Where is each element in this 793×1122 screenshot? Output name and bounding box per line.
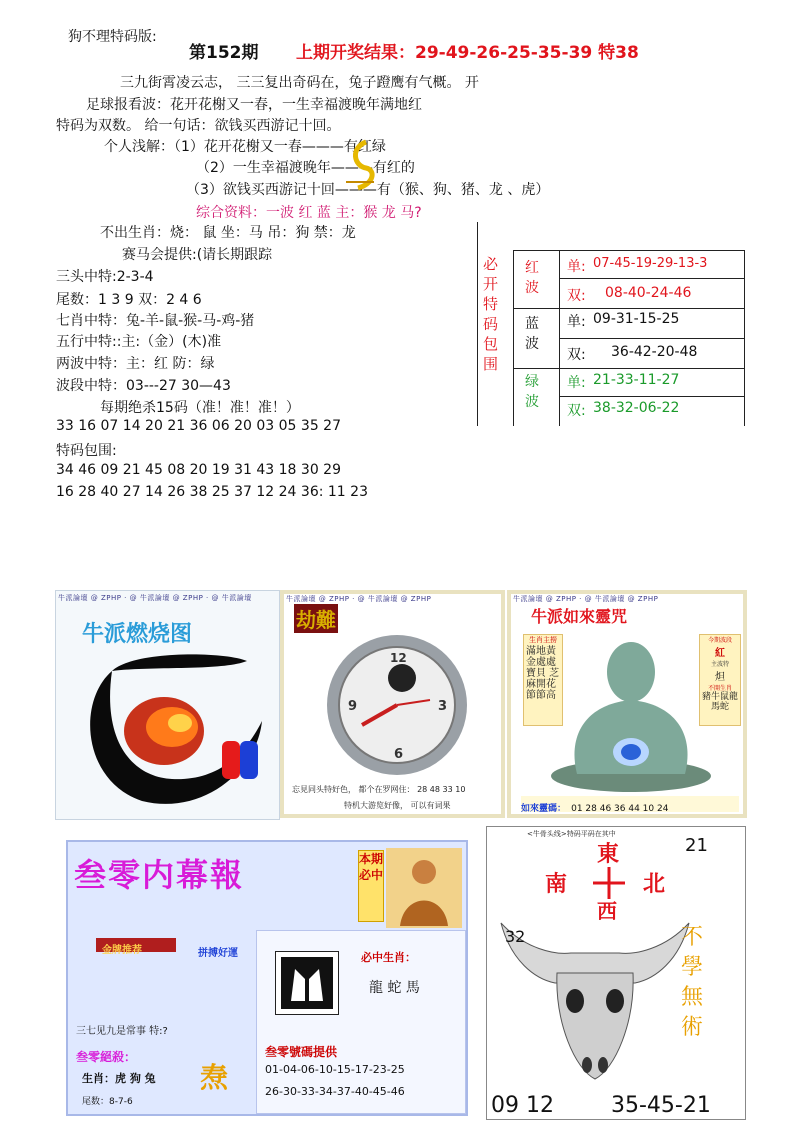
note-line-1: 个人浅解：（1）花开花榭又一春———有红绿: [104, 139, 386, 155]
buddha-right-box: [699, 634, 741, 726]
skull-north: 北: [643, 872, 666, 897]
report-jue-sha-animals: 生肖：虎 狗 兔: [82, 1072, 156, 1085]
blue-single-numbers: 09-31-15-25: [593, 311, 680, 327]
report-must-label: 必中生肖：: [361, 951, 416, 964]
red-single-label: 单:: [567, 259, 586, 275]
buddha-right-sub: 主波特: [710, 661, 729, 668]
report-jue-sha-label: 叁零絕殺：: [76, 1050, 137, 1064]
report-strip: [96, 938, 176, 956]
liang-bo-line: 两波中特：主：红 防：绿: [56, 356, 215, 372]
decorative-logo-icon: [336, 138, 384, 192]
clock-panel: [280, 590, 505, 818]
bao-wei-numbers-1: 34 46 09 21 45 08 20 19 31 43 18 30 29: [56, 462, 341, 478]
buddha-right-label2: 不開生肖: [707, 685, 732, 692]
report-supply-1: 01-04-06-10-15-17-23-25: [265, 1063, 405, 1076]
svg-text:6: 6: [394, 747, 404, 762]
report-monk-icon: [386, 848, 462, 928]
skull-number-top: 21: [685, 835, 708, 856]
poem-line-3: 特码为双数。 给一句话：欲钱买西游记十回。: [56, 118, 341, 134]
report-supply-2: 26-30-33-34-37-40-45-46: [265, 1085, 405, 1098]
buddha-right-label: 今期波段: [707, 637, 732, 644]
red-double-numbers: 08-40-24-46: [605, 285, 692, 301]
report-supply-label: 叁零號碼提供: [265, 1045, 338, 1059]
poem-line-1: 三九街霄凌云志， 三三复出奇码在，兔子蹬鹰有气概。 开: [120, 75, 479, 91]
san-tou-line: 三头中特:2-3-4: [56, 269, 154, 285]
note-line-3: （3）欲钱买西游记十回———有（猴、狗、猪、龙 、虎）: [186, 182, 550, 198]
report-strip-text: 金牌推荐: [102, 945, 142, 956]
skull-west: 西: [597, 899, 617, 923]
buddha-panel: [507, 590, 747, 818]
report-panel: [66, 840, 468, 1116]
report-emblem-icon: [275, 951, 339, 1015]
bao-wei-label: 特码包围:: [56, 443, 117, 459]
skull-bottom-right: 35-45-21: [611, 1093, 711, 1118]
skull-panel: [486, 826, 746, 1120]
ox-skull-icon: [495, 883, 695, 1083]
report-must-animals: 龍 蛇 馬: [369, 980, 420, 996]
report-inner-box: [256, 930, 466, 1114]
bu-chu-line: 不出生肖：烧： 鼠 坐：马 吊：狗 禁：龙: [100, 225, 356, 241]
buddha-right-wave: 紅: [715, 648, 725, 659]
brand-label: 狗不理特码版:: [68, 29, 157, 45]
skull-number-left: 32: [505, 927, 526, 946]
clock-caption-1: 忘見同头特好色， 都个在罗网住： 28 48 33 10: [292, 785, 466, 794]
qi-xiao-line: 七肖中特：兔-羊-鼠-猴-马-鸡-猪: [56, 313, 255, 329]
report-quote: 三七见九是常事 特:?: [76, 1026, 168, 1037]
svg-text:9: 9: [348, 699, 358, 714]
green-single-label: 单:: [567, 375, 586, 391]
clock-title: 劫難: [294, 604, 338, 633]
buddha-footer-label: 如來靈碼：: [521, 804, 567, 814]
green-double-label: 双:: [567, 403, 586, 419]
green-wave-label: 绿波: [525, 374, 539, 410]
report-side-box: [358, 850, 384, 922]
clock-border-text: 牛派論壇 @ ZPHP · @ 牛派論壇 @ ZPHP: [286, 595, 432, 603]
bo-duan-line: 波段中特：03---27 30—43: [56, 378, 231, 394]
buddha-footer-numbers: 01 28 46 36 44 10 24: [571, 804, 669, 814]
skull-south: 南: [545, 872, 568, 897]
fire-swirl-icon: [72, 651, 272, 811]
buddha-title: 牛派如來靈咒: [531, 607, 628, 626]
last-result: 上期开奖结果：29-49-26-25-35-39 特38: [296, 43, 639, 63]
report-tail: 尾数：8-7-6: [82, 1097, 133, 1107]
skull-east: 東: [597, 842, 620, 867]
poem-line-2: 足球报看波：花开花榭又一春，一生幸福渡晚年满地红: [86, 97, 422, 113]
wave-side-label: 必开特码包围: [483, 255, 499, 373]
wave-number-table: [477, 222, 745, 426]
kill-numbers: 33 16 07 14 20 21 36 06 20 03 05 35 27: [56, 418, 341, 434]
issue-number: 第152期: [189, 43, 259, 63]
report-phrase: 拼搏好運: [198, 948, 238, 959]
buddha-figure-icon: [547, 634, 715, 794]
svg-text:3: 3: [438, 699, 448, 714]
skull-top-note: <牛骨头线>特码平码在其中: [527, 830, 616, 838]
report-title: 叁零内幕報: [74, 856, 245, 894]
summary-line: 综合资料：一波 红 蓝 主：猴 龙 马?: [196, 205, 422, 221]
red-wave-label: 红波: [525, 260, 539, 296]
red-single-numbers: 07-45-19-29-13-3: [593, 256, 708, 271]
green-single-numbers: 21-33-11-27: [593, 372, 680, 388]
skull-bottom-left: 09 12: [491, 1093, 554, 1118]
blue-wave-label: 蓝波: [525, 316, 539, 352]
horse-club-line: 赛马会提供:(请长期跟踪: [122, 247, 273, 263]
clock-face-icon: [322, 630, 472, 780]
blue-single-label: 单:: [567, 314, 586, 330]
skull-vertical-text: 不學無術: [681, 925, 704, 1040]
fire-title: 牛派燃烧图: [82, 622, 193, 647]
buddha-left-words: 滿地黃金處處寶貝 芝麻開花節節高: [526, 646, 560, 701]
svg-text:12: 12: [390, 651, 407, 665]
buddha-right-char: 炟: [715, 672, 725, 683]
fire-border-text: 牛派論壇 @ ZPHP · @ 牛派論壇 @ ZPHP · @ 牛派論壇: [58, 594, 252, 602]
wu-xing-line: 五行中特::主:（金）(木)准: [56, 334, 222, 350]
red-double-label: 双:: [567, 288, 586, 304]
buddha-left-label: 生肖主撈: [529, 636, 557, 644]
note-line-2: （2）一生幸福渡晚年———有红的: [196, 160, 415, 176]
blue-double-numbers: 36-42-20-48: [611, 344, 698, 360]
report-stamp: 焘: [200, 1061, 229, 1094]
fire-panel: [55, 590, 280, 820]
jue-sha-line: 每期绝杀15码（准！准！准！）: [100, 400, 300, 416]
green-double-numbers: 38-32-06-22: [593, 400, 680, 416]
buddha-footer: [521, 796, 739, 812]
report-side-text: 本期必中: [359, 852, 384, 882]
bao-wei-numbers-2: 16 28 40 27 14 26 38 25 37 12 24 36: 11 23: [56, 484, 368, 500]
wei-shu-line: 尾数：1 3 9 双：2 4 6: [56, 292, 202, 308]
clock-caption-2: 特机大游览好像， 可以有词果: [344, 801, 451, 810]
buddha-right-animals: 豬牛鼠龍馬蛇: [701, 692, 738, 712]
buddha-border-text: 牛派論壇 @ ZPHP · @ 牛派論壇 @ ZPHP: [513, 595, 659, 603]
blue-double-label: 双:: [567, 347, 586, 363]
